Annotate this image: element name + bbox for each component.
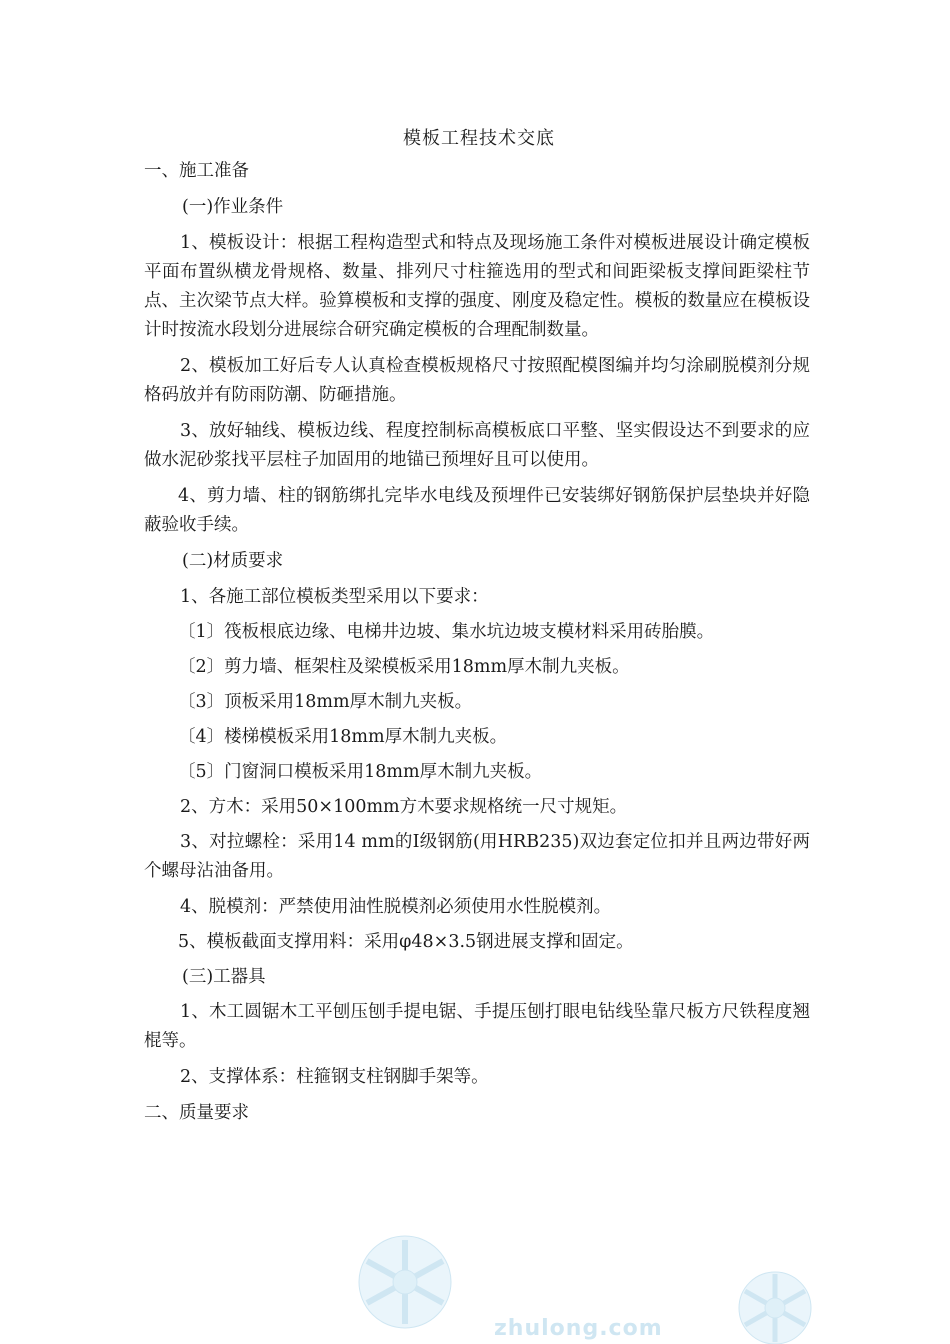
subsection-heading: (一)作业条件 [182,197,284,217]
subsection-heading: (三)工器具 [182,967,266,987]
paragraph: 2、模板加工好后专人认真检查模板规格尺寸按照配模图编并均匀涂刷脱模剂分规格码放并有防雨防潮、防砸措施。 [144,356,810,405]
paragraph: 4、剪力墙、柱的钢筋绑扎完毕水电线及预埋件已安装绑好钢筋保护层垫块并好隐蔽验收手续。 [144,486,810,535]
subsection-heading: (二)材质要求 [182,551,284,571]
list-item: 〔5〕门窗洞口模板采用18mm厚木制九夹板。 [178,762,543,782]
section-heading: 一、施工准备 [144,161,249,181]
list-item: 〔2〕剪力墙、框架柱及梁模板采用18mm厚木制九夹板。 [178,657,630,677]
section-heading: 二、质量要求 [144,1103,249,1123]
watermark-text: zhulong.com [494,1316,663,1341]
watermark [0,1230,950,1344]
paragraph: 2、方木：采用50×100mm方木要求规格统一尺寸规矩。 [180,797,628,817]
paragraph: 1、各施工部位模板类型采用以下要求： [180,587,489,607]
document-body [144,157,810,1135]
list-item: 〔3〕顶板采用18mm厚木制九夹板。 [178,692,473,712]
paragraph: 3、对拉螺栓：采用14 mm的Ⅰ级钢筋(用HRB235)双边套定位扣并且两边带好两个螺母沾油备用。 [144,832,810,881]
paragraph: 2、支撑体系：柱箍钢支柱钢脚手架等。 [180,1067,489,1087]
paragraph: 1、模板设计：根据工程构造型式和特点及现场施工条件对模板进展设计确定模板平面布置纵横龙骨规格、数量、排列尺寸柱箍选用的型式和间距梁板支撑间距梁柱节点、主次梁节点大样。验算模板和支撑的强度、刚度及稳定性。模板的数量应在模板设计时按流水段划分进展综合研究确定模板的合理配制数量。 [144,233,810,340]
snowflake-logo-icon [0,1230,950,1344]
paragraph: 5、模板截面支撑用料：采用φ48×3.5钢进展支撑和固定。 [178,932,634,952]
paragraph: 1、木工圆锯木工平刨压刨手提电锯、手提压刨打眼电钻线坠靠尺板方尺铁程度翘棍等。 [144,1002,810,1051]
paragraph: 4、脱模剂：严禁使用油性脱模剂必须使用水性脱模剂。 [180,897,612,917]
document-title: 模板工程技术交底 [403,128,555,149]
paragraph: 3、放好轴线、模板边线、程度控制标高模板底口平整、坚实假设达不到要求的应做水泥砂浆找平层柱子加固用的地锚已预埋好且可以使用。 [144,421,810,470]
list-item: 〔1〕筏板根底边缘、电梯井边坡、集水坑边坡支模材料采用砖胎膜。 [178,622,715,642]
list-item: 〔4〕楼梯模板采用18mm厚木制九夹板。 [178,727,508,747]
